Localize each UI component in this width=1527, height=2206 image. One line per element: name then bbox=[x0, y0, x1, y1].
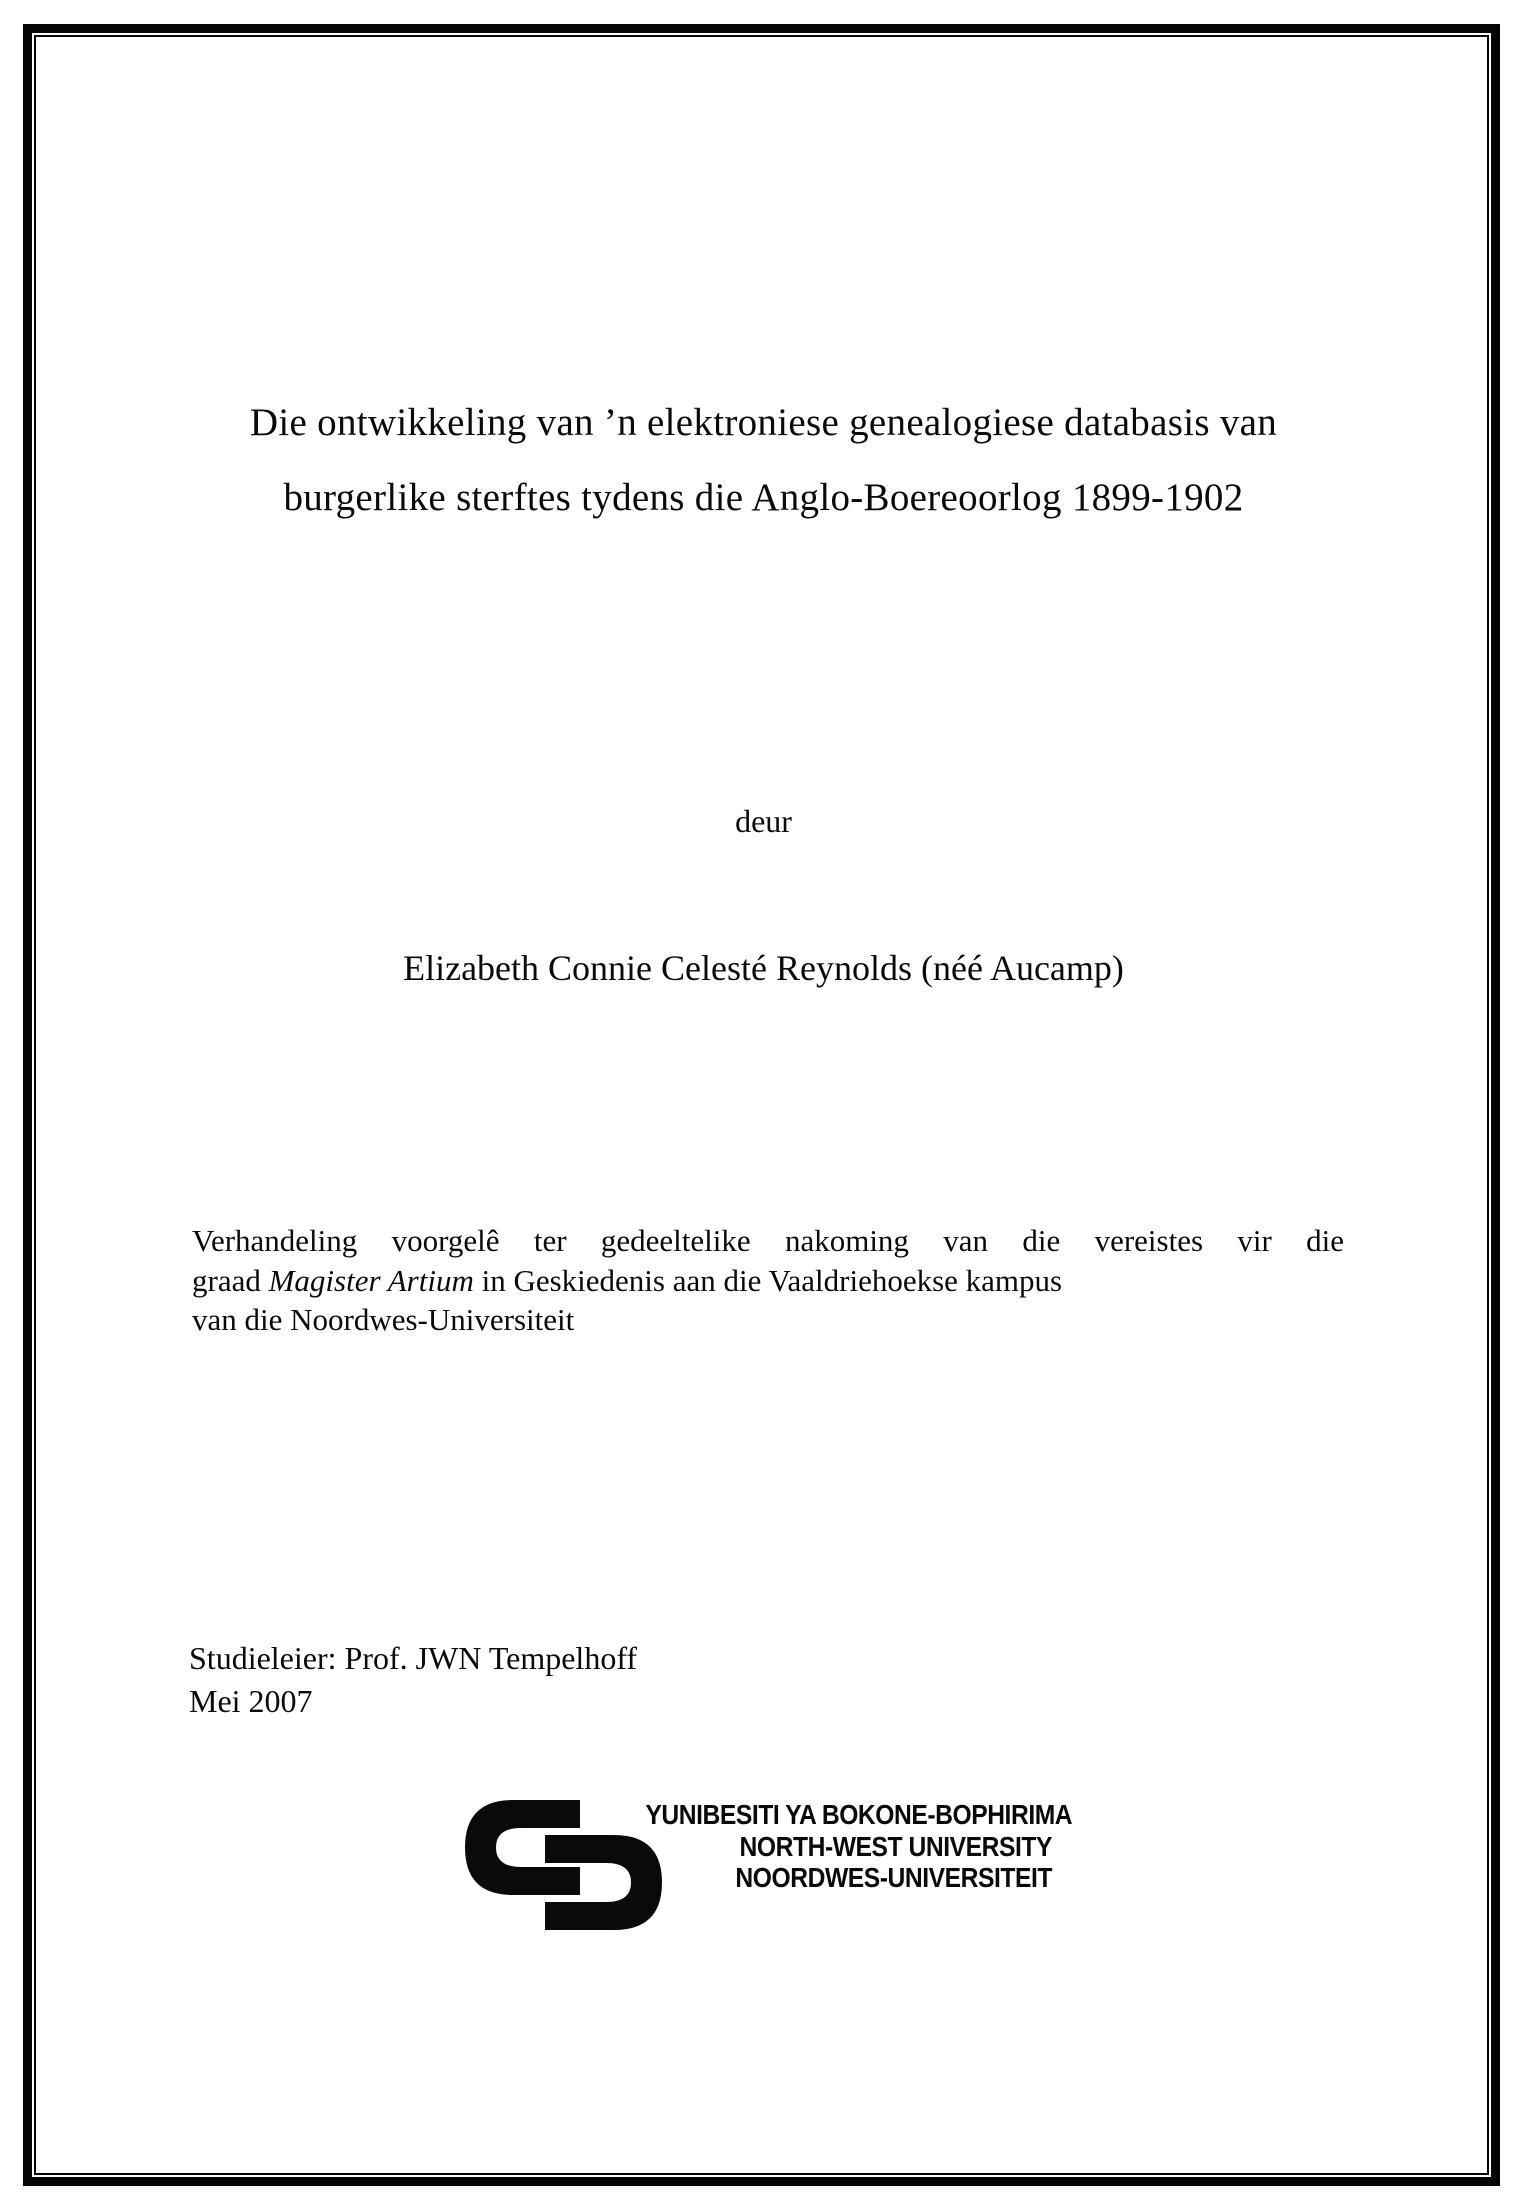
degree-statement bbox=[192, 1221, 1344, 1340]
university-name-block bbox=[645, 1799, 1073, 1894]
degree-statement-line-1: Verhandeling voorgelê ter gedeeltelike nakoming van die vereistes vir die bbox=[192, 1223, 1344, 1258]
thesis-title-line-1: Die ontwikkeling van ’n elektroniese genealogiese databasis van bbox=[249, 401, 1278, 444]
degree-statement-line-2-prefix: graad bbox=[192, 1262, 269, 1298]
university-name-english: NORTH-WEST UNIVERSITY bbox=[739, 1830, 1052, 1862]
author-name: Elizabeth Connie Celesté Reynolds (néé Aucamp) bbox=[403, 948, 1124, 988]
supervisor-block bbox=[189, 1637, 637, 1723]
date-line: Mei 2007 bbox=[189, 1683, 313, 1719]
degree-statement-line-2-suffix: in Geskiedenis aan die Vaaldriehoekse kampus bbox=[473, 1262, 1063, 1298]
byline-preposition: deur bbox=[735, 803, 792, 839]
university-name-setswana: YUNIBESITI YA BOKONE-BOPHIRIMA bbox=[645, 1799, 1073, 1830]
supervisor-line: Studieleier: Prof. JWN Tempelhoff bbox=[189, 1640, 638, 1676]
degree-statement-line-2 bbox=[192, 1261, 1344, 1301]
degree-statement-line-3: van die Noordwes-Universiteit bbox=[192, 1302, 575, 1337]
thesis-title-line-2: burgerlike sterftes tydens die Anglo-Boereoorlog 1899-1902 bbox=[283, 476, 1244, 519]
university-name-afrikaans: NOORDWES-UNIVERSITEIT bbox=[735, 1862, 1052, 1893]
thesis-title bbox=[70, 385, 1457, 535]
nwu-interlocked-chain-links-icon bbox=[463, 1796, 666, 1934]
degree-name-italic: Magister Artium bbox=[268, 1262, 474, 1298]
